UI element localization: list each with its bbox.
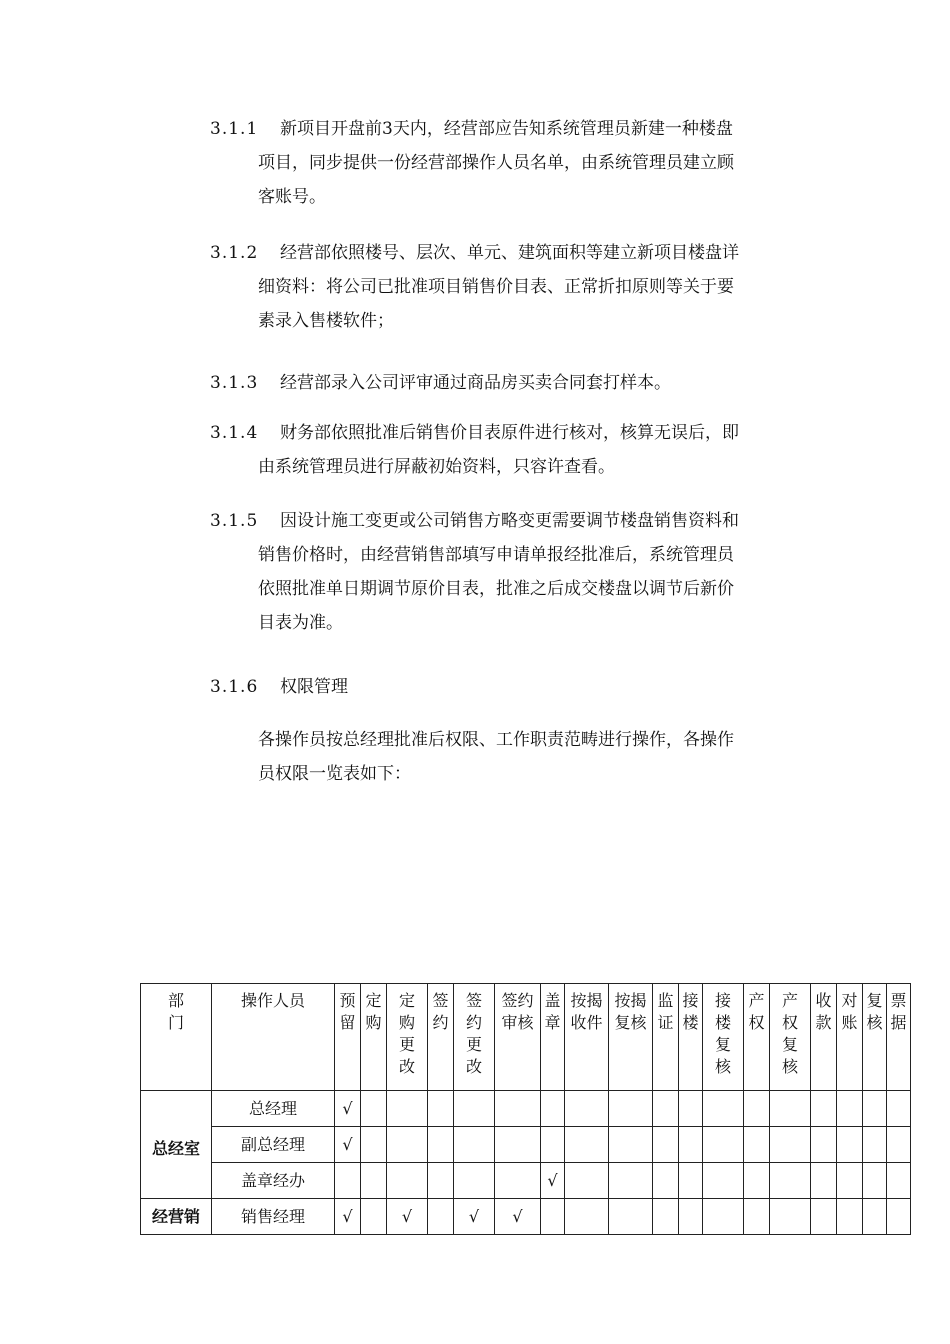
permission-cell [703, 1199, 744, 1235]
permission-cell: √ [495, 1199, 541, 1235]
permission-cell [703, 1127, 744, 1163]
permission-cell [653, 1199, 679, 1235]
dept-cell: 经营销 [141, 1199, 212, 1235]
role-cell: 销售经理 [212, 1199, 335, 1235]
header-cell [863, 984, 887, 1091]
header-text: 核 [781, 1057, 798, 1076]
table-row [141, 1127, 911, 1163]
header-text: 楼 [682, 1013, 699, 1032]
permission-cell [744, 1091, 770, 1127]
permission-cell [454, 1163, 495, 1199]
header-cell [887, 984, 911, 1091]
header-text: 操作人员 [240, 991, 305, 1010]
permission-cell [653, 1091, 679, 1127]
clause-line: 由系统管理员进行屏蔽初始资料，只容许查看。 [258, 457, 615, 477]
header-text: 核 [866, 1013, 883, 1032]
clause-number: 3.1.3 [210, 373, 259, 393]
header-text: 复 [714, 1035, 731, 1054]
permission-cell [541, 1199, 565, 1235]
header-text: 监 [657, 991, 674, 1010]
permission-cell [863, 1127, 887, 1163]
permission-cell [863, 1199, 887, 1235]
header-text: 购 [365, 1013, 382, 1032]
permission-cell [361, 1127, 387, 1163]
permission-cell: √ [335, 1127, 361, 1163]
clause-line: 客账号。 [258, 187, 326, 207]
header-text: 更 [465, 1035, 482, 1054]
header-text: 复 [781, 1035, 798, 1054]
header-text: 收件 [570, 1013, 603, 1032]
header-text: 据 [890, 1013, 907, 1032]
header-text: 票 [890, 991, 907, 1010]
clause-line: 素录入售楼软件； [258, 311, 394, 331]
permission-cell [495, 1163, 541, 1199]
header-cell [744, 984, 770, 1091]
header-text: 购 [398, 1013, 415, 1032]
role-cell: 盖章经办 [212, 1163, 335, 1199]
header-text: 按揭 [570, 991, 603, 1010]
header-cell [454, 984, 495, 1091]
clause-3-1-2 [210, 236, 810, 338]
header-text: 产 [781, 991, 798, 1010]
clause-line: 项目，同步提供一份经营部操作人员名单，由系统管理员建立顾 [258, 153, 734, 173]
header-cell [428, 984, 454, 1091]
permission-cell [811, 1199, 837, 1235]
header-cell [141, 984, 212, 1091]
header-cell [212, 984, 335, 1091]
permission-cell [361, 1199, 387, 1235]
permission-cell [495, 1091, 541, 1127]
permission-cell [565, 1199, 609, 1235]
clause-line: 权限管理 [280, 677, 348, 697]
clause-3-1-4 [210, 416, 810, 484]
permission-cell [679, 1127, 703, 1163]
clause-number: 3.1.4 [210, 423, 259, 443]
permission-cell [541, 1091, 565, 1127]
permission-cell [863, 1163, 887, 1199]
permission-cell [428, 1127, 454, 1163]
permission-cell [335, 1163, 361, 1199]
header-text: 楼 [714, 1013, 731, 1032]
clause-line: 财务部依照批准后销售价目表原件进行核对，核算无误后，即 [280, 423, 739, 443]
header-text: 约 [465, 1013, 482, 1032]
header-text: 复 [866, 991, 883, 1010]
permission-cell [387, 1091, 428, 1127]
permission-cell [887, 1199, 911, 1235]
header-text: 权 [748, 1013, 765, 1032]
permission-cell [811, 1127, 837, 1163]
header-text: 盖 [544, 991, 561, 1010]
clause-3-1-3 [210, 366, 810, 400]
clause-line: 经营部录入公司评审通过商品房买卖合同套打样本。 [280, 373, 671, 393]
clause-3-1-5 [210, 504, 810, 640]
clause-line: 细资料：将公司已批准项目销售价目表、正常折扣原则等关于要 [258, 277, 734, 297]
header-text: 接 [714, 991, 731, 1010]
permission-cell [609, 1127, 653, 1163]
header-text: 账 [841, 1013, 858, 1032]
header-text: 更 [398, 1035, 415, 1054]
permission-cell [887, 1163, 911, 1199]
table-row [141, 1163, 911, 1199]
header-text: 定 [365, 991, 382, 1010]
permission-cell [744, 1163, 770, 1199]
header-text: 对 [841, 991, 858, 1010]
permission-cell [609, 1163, 653, 1199]
permission-cell [679, 1163, 703, 1199]
header-cell [335, 984, 361, 1091]
permission-cell [428, 1091, 454, 1127]
permission-cell [361, 1091, 387, 1127]
header-cell [837, 984, 863, 1091]
clause-line: 目表为准。 [258, 613, 343, 633]
permission-cell [811, 1091, 837, 1127]
permission-cell [565, 1091, 609, 1127]
header-text: 留 [339, 1013, 356, 1032]
header-text: 权 [781, 1013, 798, 1032]
clause-number: 3.1.5 [210, 511, 259, 531]
header-text: 核 [714, 1057, 731, 1076]
permission-table [140, 983, 911, 1235]
permission-cell [887, 1127, 911, 1163]
permission-cell [770, 1127, 811, 1163]
clause-number: 3.1.1 [210, 119, 259, 139]
permission-cell [703, 1091, 744, 1127]
clause-3-1-1 [210, 112, 810, 214]
header-text: 收 [815, 991, 832, 1010]
table-intro [258, 723, 810, 791]
header-text: 预 [339, 991, 356, 1010]
permission-cell [744, 1199, 770, 1235]
permission-cell [837, 1091, 863, 1127]
header-cell [609, 984, 653, 1091]
clause-line: 经营部依照楼号、层次、单元、建筑面积等建立新项目楼盘详 [280, 243, 739, 263]
table-row [141, 1091, 911, 1127]
permission-cell [837, 1163, 863, 1199]
clause-number: 3.1.2 [210, 243, 259, 263]
permission-cell [811, 1163, 837, 1199]
permission-cell [387, 1163, 428, 1199]
clause-line: 因设计施工变更或公司销售方略变更需要调节楼盘销售资料和 [280, 511, 739, 531]
permission-cell [837, 1127, 863, 1163]
header-text: 产 [748, 991, 765, 1010]
header-text: 部 [167, 991, 184, 1010]
header-text: 签 [432, 991, 449, 1010]
dept-cell: 总经室 [141, 1091, 212, 1199]
permission-cell [770, 1199, 811, 1235]
permission-cell [679, 1091, 703, 1127]
permission-cell [609, 1199, 653, 1235]
header-text: 改 [398, 1057, 415, 1076]
header-text: 签 [465, 991, 482, 1010]
permission-cell [387, 1127, 428, 1163]
header-text: 签约 [501, 991, 534, 1010]
permission-cell [495, 1127, 541, 1163]
header-cell [387, 984, 428, 1091]
header-cell [679, 984, 703, 1091]
header-cell [703, 984, 744, 1091]
table-header-row [141, 984, 911, 1091]
permission-cell [428, 1163, 454, 1199]
permission-cell [770, 1091, 811, 1127]
header-text: 门 [167, 1013, 184, 1032]
header-text: 复核 [614, 1013, 647, 1032]
header-text: 审核 [501, 1013, 534, 1032]
header-text: 改 [465, 1057, 482, 1076]
clause-number: 3.1.6 [210, 677, 259, 697]
permission-cell [770, 1163, 811, 1199]
header-cell [495, 984, 541, 1091]
header-text: 章 [544, 1013, 561, 1032]
header-text: 定 [398, 991, 415, 1010]
permission-cell [541, 1127, 565, 1163]
clause-line: 销售价格时，由经营销售部填写申请单报经批准后，系统管理员 [258, 545, 734, 565]
permission-cell [565, 1127, 609, 1163]
permission-cell [454, 1127, 495, 1163]
clause-3-1-6 [210, 670, 810, 704]
header-text: 证 [657, 1013, 674, 1032]
permission-cell [887, 1091, 911, 1127]
clause-line: 新项目开盘前3天内，经营部应告知系统管理员新建一种楼盘 [280, 119, 733, 139]
header-cell [653, 984, 679, 1091]
header-cell [811, 984, 837, 1091]
header-cell [565, 984, 609, 1091]
permission-cell [837, 1199, 863, 1235]
clause-line: 依照批准单日期调节原价目表，批准之后成交楼盘以调节后新价 [258, 579, 734, 599]
permission-cell [428, 1199, 454, 1235]
header-text: 款 [815, 1013, 832, 1032]
header-text: 接 [682, 991, 699, 1010]
table-row [141, 1199, 911, 1235]
permission-cell: √ [335, 1199, 361, 1235]
role-cell: 副总经理 [212, 1127, 335, 1163]
permission-cell: √ [541, 1163, 565, 1199]
intro-line: 各操作员按总经理批准后权限、工作职责范畴进行操作，各操作 [258, 730, 734, 750]
permission-cell [863, 1091, 887, 1127]
permission-cell: √ [454, 1199, 495, 1235]
permission-cell [679, 1199, 703, 1235]
header-text: 约 [432, 1013, 449, 1032]
header-text: 按揭 [614, 991, 647, 1010]
header-cell [361, 984, 387, 1091]
permission-cell [609, 1091, 653, 1127]
header-cell [770, 984, 811, 1091]
permission-cell [703, 1163, 744, 1199]
permission-cell [454, 1091, 495, 1127]
permission-cell: √ [387, 1199, 428, 1235]
permission-cell [744, 1127, 770, 1163]
permission-cell: √ [335, 1091, 361, 1127]
permission-cell [565, 1163, 609, 1199]
intro-line: 员权限一览表如下： [258, 764, 411, 784]
permission-cell [653, 1127, 679, 1163]
header-cell [541, 984, 565, 1091]
role-cell: 总经理 [212, 1091, 335, 1127]
permission-cell [361, 1163, 387, 1199]
permission-cell [653, 1163, 679, 1199]
